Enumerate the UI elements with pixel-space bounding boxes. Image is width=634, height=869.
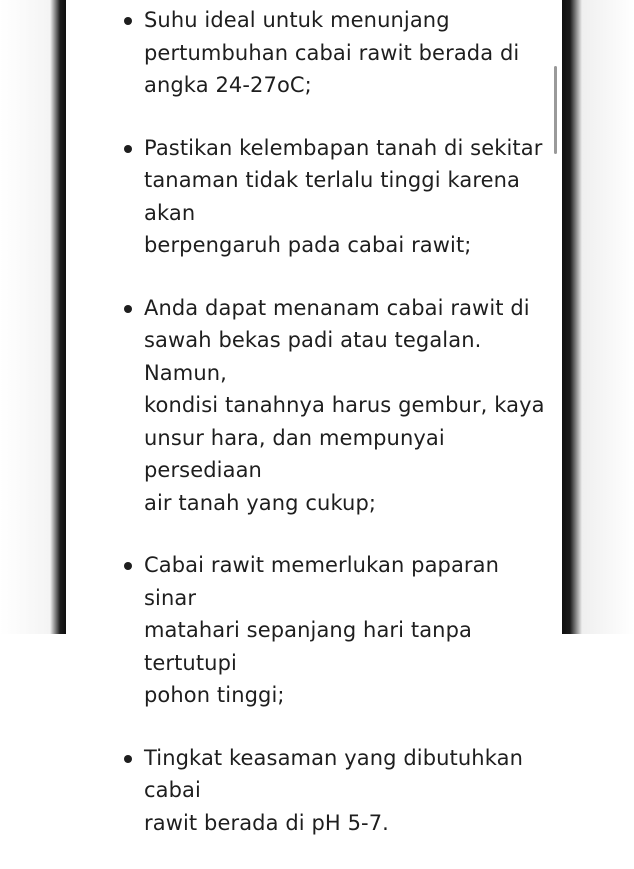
vertical-scrollbar[interactable]	[554, 66, 557, 154]
bullet-dot-icon	[124, 17, 132, 25]
bullet-text: Suhu ideal untuk menunjang pertumbuhan cabai rawit berada di angka 24-27oC;	[144, 8, 520, 97]
bullet-item-soil	[66, 292, 546, 520]
bullet-item-humidity	[66, 132, 546, 262]
bullet-dot-icon	[124, 562, 132, 570]
bullet-item-ph	[66, 742, 546, 840]
bullet-dot-icon	[124, 145, 132, 153]
device-frame-left	[0, 0, 66, 634]
bullet-dot-icon	[124, 305, 132, 313]
bullet-text: Tingkat keasaman yang dibutuhkan cabai rawit berada di pH 5-7.	[144, 745, 523, 835]
bullet-text: Cabai rawit memerlukan paparan sinar matahari sepanjang hari tanpa tertutupi pohon tinggi;	[144, 553, 500, 707]
device-frame-right	[562, 0, 634, 634]
bullet-text: Pastikan kelembapan tanah di sekitar tanaman tidak terlalu tinggi karena akan berpengaruh pada cabai rawit;	[144, 135, 543, 257]
bullet-item-temperature	[66, 4, 546, 102]
bullet-item-sunlight	[66, 549, 546, 712]
bullet-dot-icon	[124, 755, 132, 763]
article-bullet-list	[66, 4, 546, 869]
bullet-text: Anda dapat menanam cabai rawit di sawah bekas padi atau tegalan. Namun, kondisi tanahnya harus gembur, kaya unsur hara, dan mempunyai persediaan air tanah yang cukup;	[144, 295, 545, 515]
article-screen[interactable]	[66, 0, 562, 835]
